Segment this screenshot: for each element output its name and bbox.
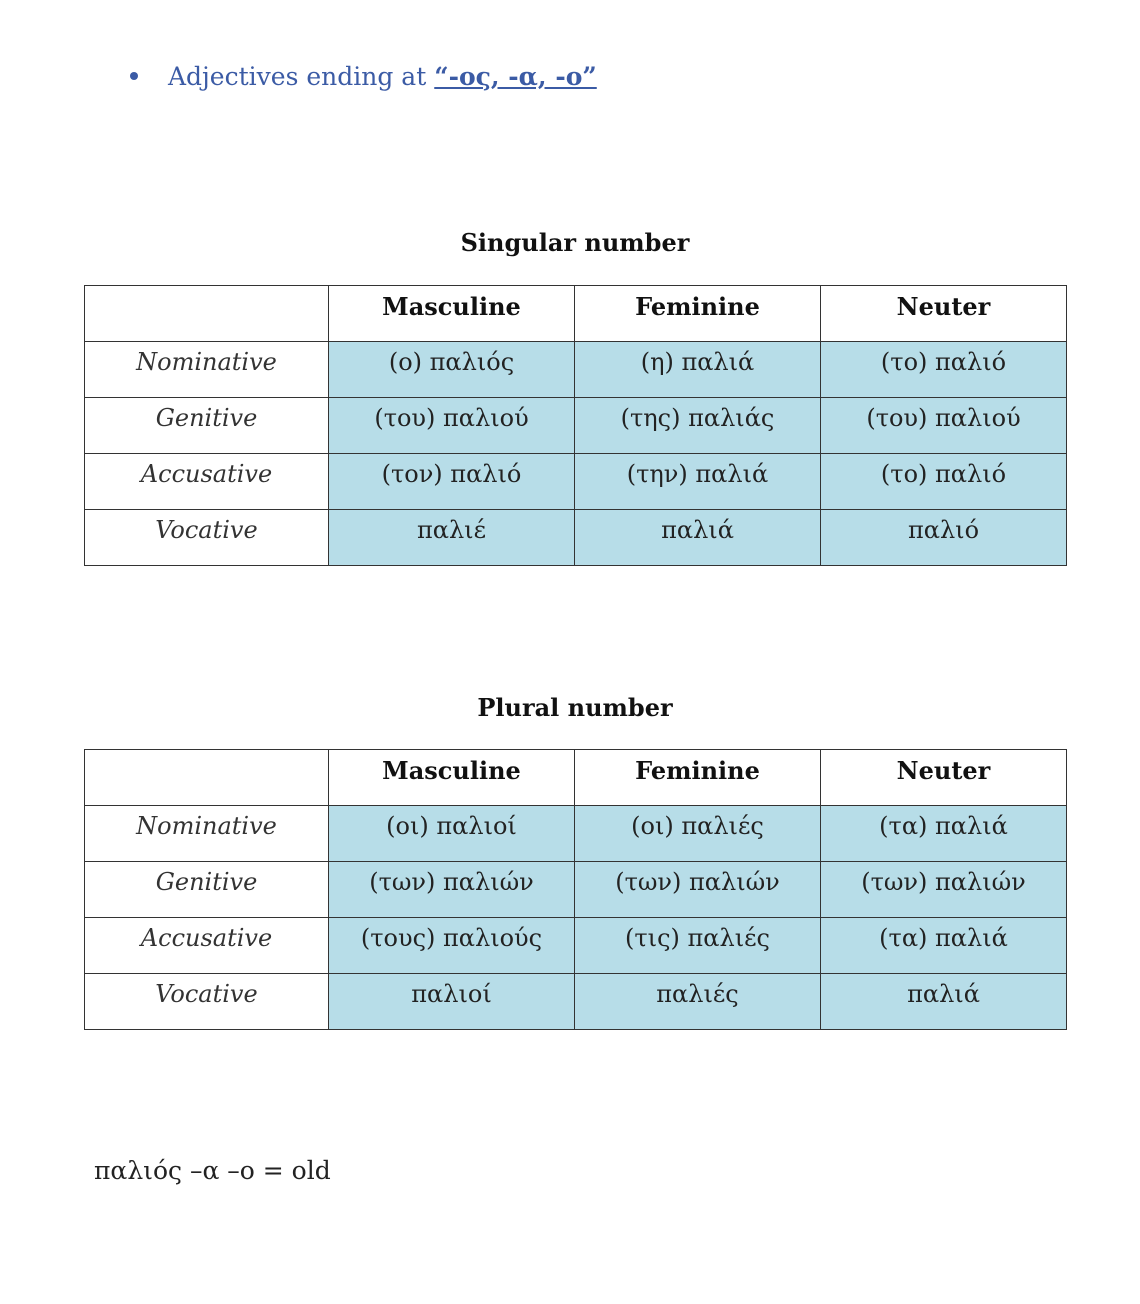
- case-accusative: Accusative: [85, 454, 329, 510]
- bullet-line: [130, 56, 597, 96]
- form-cell: (των) παλιών: [329, 862, 575, 918]
- header-feminine: Feminine: [575, 750, 821, 806]
- table-row: [85, 454, 1067, 510]
- form-cell: παλιές: [575, 974, 821, 1030]
- singular-title: Singular number: [460, 228, 690, 257]
- form-cell: (της) παλιάς: [575, 398, 821, 454]
- singular-table: [84, 285, 1067, 566]
- form-cell: παλιέ: [329, 510, 575, 566]
- form-cell: παλιό: [821, 510, 1067, 566]
- header-row: [85, 750, 1067, 806]
- bullet-dot-icon: [130, 72, 138, 80]
- header-cell-empty: [85, 750, 329, 806]
- form-cell: παλιοί: [329, 974, 575, 1030]
- case-genitive: Genitive: [85, 398, 329, 454]
- form-cell: παλιά: [821, 974, 1067, 1030]
- form-cell: (τα) παλιά: [821, 918, 1067, 974]
- form-cell: (τα) παλιά: [821, 806, 1067, 862]
- form-cell: (οι) παλιοί: [329, 806, 575, 862]
- plural-title: Plural number: [477, 693, 673, 722]
- header-cell-empty: [85, 286, 329, 342]
- form-cell: (ο) παλιός: [329, 342, 575, 398]
- form-cell: (του) παλιού: [821, 398, 1067, 454]
- bullet-text: Adjectives ending at: [168, 61, 427, 91]
- header-masculine: Masculine: [329, 750, 575, 806]
- header-feminine: Feminine: [575, 286, 821, 342]
- header-neuter: Neuter: [821, 286, 1067, 342]
- form-cell: παλιά: [575, 510, 821, 566]
- plural-table: [84, 749, 1067, 1030]
- form-cell: (των) παλιών: [821, 862, 1067, 918]
- form-cell: (των) παλιών: [575, 862, 821, 918]
- case-vocative: Vocative: [85, 974, 329, 1030]
- case-nominative: Nominative: [85, 806, 329, 862]
- form-cell: (η) παλιά: [575, 342, 821, 398]
- table-row: [85, 806, 1067, 862]
- table-row: [85, 862, 1067, 918]
- table-row: [85, 342, 1067, 398]
- form-cell: (τις) παλιές: [575, 918, 821, 974]
- table-row: [85, 398, 1067, 454]
- table-row: [85, 918, 1067, 974]
- case-accusative: Accusative: [85, 918, 329, 974]
- form-cell: (το) παλιό: [821, 342, 1067, 398]
- form-cell: (την) παλιά: [575, 454, 821, 510]
- case-vocative: Vocative: [85, 510, 329, 566]
- header-neuter: Neuter: [821, 750, 1067, 806]
- case-nominative: Nominative: [85, 342, 329, 398]
- table-row: [85, 974, 1067, 1030]
- table-row: [85, 510, 1067, 566]
- form-cell: (τον) παλιό: [329, 454, 575, 510]
- form-cell: (του) παλιού: [329, 398, 575, 454]
- header-masculine: Masculine: [329, 286, 575, 342]
- endings-link[interactable]: “-ος, -α, -ο”: [434, 61, 597, 91]
- form-cell: (τους) παλιούς: [329, 918, 575, 974]
- case-genitive: Genitive: [85, 862, 329, 918]
- header-row: [85, 286, 1067, 342]
- form-cell: (το) παλιό: [821, 454, 1067, 510]
- footnote: παλιός –α –ο = old: [94, 1156, 331, 1185]
- form-cell: (οι) παλιές: [575, 806, 821, 862]
